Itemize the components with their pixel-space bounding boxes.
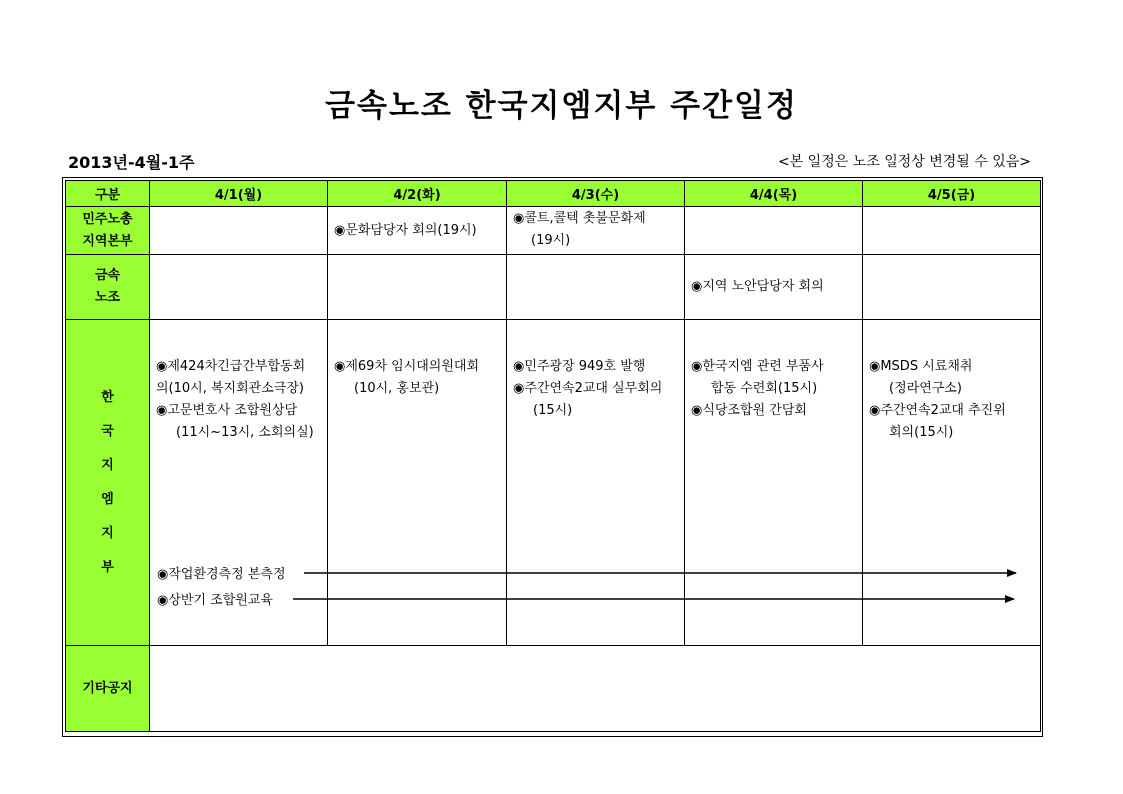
notice-text: <본 일정은 노조 일정상 변경될 수 있음> [777, 154, 1031, 170]
event-text: 합동 수련회(15시) [711, 381, 818, 396]
event-text: (11시~13시, 소회의실) [176, 425, 314, 440]
row-label-gmk-char: 지 [101, 457, 114, 473]
event-text: ◉주간연속2교대 실무회의 [513, 381, 663, 396]
row-label-gmk-char: 지 [101, 525, 114, 541]
header-category: 구분 [66, 181, 150, 207]
event-text: ◉고문변호사 조합원상담 [156, 403, 298, 418]
header-day-tue: 4/2(화) [328, 181, 507, 207]
event-text: (정라연구소) [889, 381, 962, 396]
header-day-wed: 4/3(수) [507, 181, 685, 207]
event-text: ◉주간연속2교대 추진위 [869, 403, 1006, 418]
row-label-kctu-line2: 지역본부 [82, 233, 133, 249]
header-day-mon: 4/1(월) [150, 181, 328, 207]
event-text: ◉한국지엠 관련 부품사 [691, 359, 824, 374]
event-text: ◉제69차 임시대의원대회 [334, 359, 480, 374]
header-day-fri: 4/5(금) [863, 181, 1041, 207]
event-text: ◉민주광장 949호 발행 [513, 359, 646, 374]
row-label-kmwu-line1: 금속 [94, 268, 121, 283]
week-label: 2013년-4월-1주 [68, 153, 195, 172]
event-text: (19시) [531, 233, 571, 248]
event-text: 의(10시, 복지회관소극장) [156, 381, 304, 396]
event-text: ◉문화담당자 회의(19시) [334, 222, 477, 238]
row-label-gmk-char: 한 [101, 389, 114, 405]
long-event-2: ◉상반기 조합원교육 [157, 593, 273, 608]
event-text: ◉MSDS 시료채취 [869, 359, 973, 374]
event-text: ◉지역 노안담당자 회의 [691, 279, 824, 294]
row-label-gmk-char: 국 [101, 423, 114, 439]
event-text: (15시) [533, 403, 573, 418]
row-label-kctu-line1: 민주노총 [82, 211, 133, 227]
row-label-gmk-char: 엠 [101, 491, 114, 507]
event-text: (10시, 홍보관) [354, 381, 440, 396]
row-label-gmk-char: 부 [101, 559, 114, 575]
row-label-etc: 기타공지 [66, 646, 150, 732]
event-text: ◉식당조합원 간담회 [691, 403, 807, 418]
page-title: 금속노조 한국지엠지부 주간일정 [325, 88, 798, 124]
event-text: ◉제424차긴급간부합동회 [156, 359, 306, 374]
long-event-1: ◉작업환경측정 본측정 [157, 567, 286, 582]
event-text: 회의(15시) [889, 425, 954, 440]
row-label-kmwu-line2: 노조 [94, 290, 121, 305]
header-day-thu: 4/4(목) [685, 181, 863, 207]
event-text: ◉콜트,콜텍 촛불문화제 [513, 211, 646, 226]
